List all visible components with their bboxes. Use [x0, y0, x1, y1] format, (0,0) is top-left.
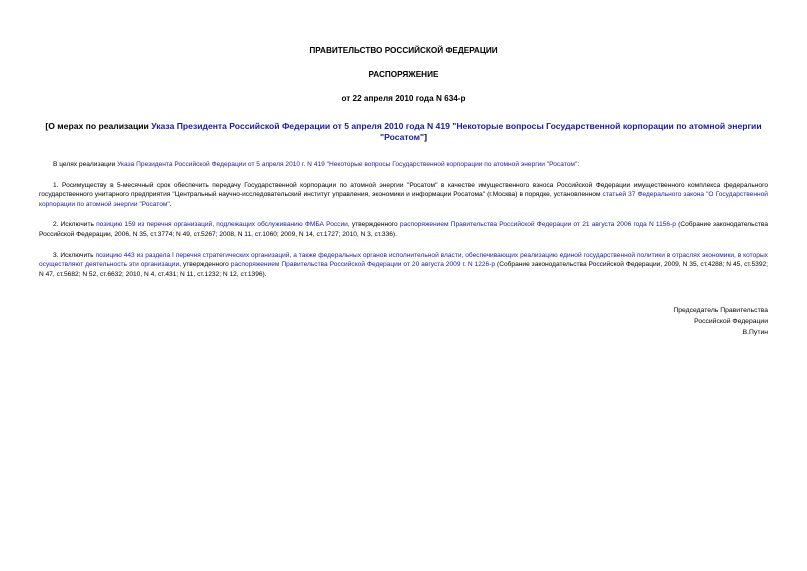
item-2-paragraph [39, 220, 768, 239]
intro-prefix: В целях реализации [53, 161, 118, 168]
date-number-heading: от 22 апреля 2010 года N 634-р [341, 94, 466, 103]
item-1-paragraph [39, 181, 768, 210]
document-type-heading: РАСПОРЯЖЕНИЕ [368, 70, 439, 79]
title-prefix: [О мерах по реализации [45, 121, 152, 131]
item-1-text: 1. Росимуществу в 5-месячный срок обеспечить передачу Государственной корпорации по атомной энергии "Росатом" в качестве имущественного взноса Российской Федерации имущественного комплекса федерального государственного унитарного предприятия "Центральный научно-исследовательский институт управления, экономики и информации Росатома" (г.Москва) в порядке, установленном [39, 181, 768, 199]
government-heading: ПРАВИТЕЛЬСТВО РОССИЙСКОЙ ФЕДЕРАЦИИ [309, 46, 498, 55]
order-1156-link[interactable]: распоряжением Правительства Российской Федерации от 21 августа 2006 года N 1156-р [399, 221, 676, 229]
order-1226-link[interactable]: распоряжением Правительства Российской Федерации от 20 августа 2009 г. N 1226-р [230, 261, 496, 269]
title-suffix: ] [424, 132, 427, 142]
signature-country: Российской Федерации [694, 318, 768, 325]
item-3-end: (Собрание законодательства Российской Федерации, 2009, N 35, ст.4288; N 45, ст.5392; N 47, ст.5682; N 52, ст.6632; 2010, N 4, ст.431; N 11, ст.1232; N 12, ст.1396). [39, 261, 768, 278]
position-159-link[interactable]: позицию 159 из перечня организаций, подлежащих обслуживанию ФМБА России [96, 221, 348, 229]
item-3-text: 3. Исключить [53, 251, 96, 259]
intro-decree-link[interactable]: Указа Президента Российской Федерации от 5 апреля 2010 г. N 419 "Некоторые вопросы Государственной корпорации по атомной энергии "Росатом" [117, 161, 578, 168]
item-3-mid: , утвержденного [179, 261, 231, 269]
article-37-link[interactable]: статьей 37 [602, 191, 636, 199]
signature-title: Председатель Правительства [673, 307, 768, 314]
item-3-paragraph [39, 251, 768, 280]
intro-paragraph [39, 160, 768, 170]
document-title [45, 121, 762, 143]
item-1-end: . [169, 200, 172, 208]
signature-name: В.Путин [742, 329, 768, 336]
document-body [39, 160, 768, 279]
item-2-end: (Собрание законодательства Российской Федерации, 2006, N 35, ст.3774; N 49, ст.5267; 2008, N 11, ст.1060; 2009, N 14, ст.1727; 2010, N 3, ст.336). [39, 221, 769, 238]
federal-law-link[interactable]: Федерального закона "О Государственной корпорации по атомной энергии "Росатом" [39, 191, 768, 208]
item-2-text: 2. Исключить [53, 221, 97, 229]
signature-block [673, 305, 768, 338]
intro-suffix: : [577, 161, 580, 168]
position-443-link[interactable]: позицию 443 из раздела I перечня стратегических организаций, а также федеральных органов исполнительной власти, обеспечивающих реализацию единой государственной политики в отраслях экономики, в которых осуществляют деятельность эти организации [39, 251, 768, 269]
title-decree-link[interactable]: Указа Президента Российской Федерации от 5 апреля 2010 года N 419 "Некоторые вопросы Государственной корпорации по атомной энергии "Росатом" [151, 121, 762, 142]
item-2-mid: , утвержденного [347, 221, 400, 229]
